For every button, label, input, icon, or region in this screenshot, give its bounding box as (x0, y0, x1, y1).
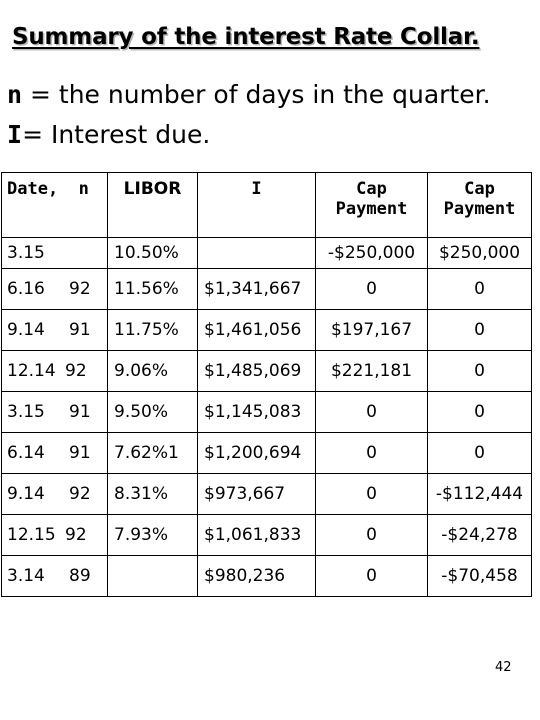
table-row (2, 392, 532, 433)
cell-interest: $1,061,833 (198, 515, 316, 556)
cell-date: 3.15 (7, 402, 45, 422)
cell-interest: $1,341,667 (198, 269, 316, 310)
cell-libor: 8.31% (108, 474, 198, 515)
cell-date-n (2, 515, 108, 556)
table-header-row (2, 173, 532, 238)
cell-date-n (2, 351, 108, 392)
cell-cap-payment-1: 0 (316, 556, 428, 597)
table-row (2, 515, 532, 556)
cell-cap-payment-1: $221,181 (316, 351, 428, 392)
header-cap-1-line2: Payment (335, 199, 408, 219)
header-cap-2-line1: Cap (464, 179, 495, 199)
cell-interest: $1,485,069 (198, 351, 316, 392)
page-number: 42 (495, 660, 512, 675)
cell-libor: 7.93% (108, 515, 198, 556)
cell-cap-payment-2: -$112,444 (428, 474, 532, 515)
cell-date: 12.14 (7, 361, 56, 381)
cell-date: 6.14 (7, 443, 45, 463)
cell-libor: 10.50% (108, 238, 198, 269)
cell-cap-payment-1: $197,167 (316, 310, 428, 351)
cell-date-n (2, 392, 108, 433)
header-cap-1-line1: Cap (356, 179, 387, 199)
cell-days: 92 (69, 484, 91, 504)
cell-cap-payment-1: 0 (316, 433, 428, 474)
cell-date: 6.16 (7, 279, 45, 299)
header-cap-payment-1 (316, 173, 428, 238)
table-row (2, 310, 532, 351)
cell-cap-payment-1: 0 (316, 515, 428, 556)
cell-date-n (2, 474, 108, 515)
cell-date: 9.14 (7, 320, 45, 340)
table-row (2, 556, 532, 597)
header-cap-payment-2 (428, 173, 532, 238)
header-interest: I (198, 173, 316, 238)
cell-interest: $1,200,694 (198, 433, 316, 474)
cell-interest (198, 238, 316, 269)
cell-date: 9.14 (7, 484, 45, 504)
n-symbol: n (7, 80, 23, 109)
cell-cap-payment-2: -$70,458 (428, 556, 532, 597)
cell-days: 92 (69, 279, 91, 299)
definition-i (7, 120, 210, 149)
cell-days: 92 (65, 361, 87, 381)
cell-days: 92 (65, 525, 87, 545)
table-row (2, 238, 532, 269)
cell-date-n (2, 556, 108, 597)
cell-cap-payment-1: -$250,000 (316, 238, 428, 269)
cell-libor: 9.50% (108, 392, 198, 433)
cell-cap-payment-1: 0 (316, 474, 428, 515)
cell-days: 91 (69, 443, 91, 463)
cell-days: 91 (69, 320, 91, 340)
cell-date-n (2, 433, 108, 474)
cell-cap-payment-2: 0 (428, 433, 532, 474)
table-row (2, 474, 532, 515)
cell-cap-payment-2: 0 (428, 310, 532, 351)
collar-summary-table (1, 172, 532, 597)
cell-date: 12.15 (7, 525, 56, 545)
table-row (2, 269, 532, 310)
table-row (2, 433, 532, 474)
n-definition-text: = the number of days in the quarter. (22, 80, 491, 109)
cell-interest: $973,667 (198, 474, 316, 515)
cell-interest: $980,236 (198, 556, 316, 597)
i-symbol: I (7, 120, 23, 149)
cell-libor: 9.06% (108, 351, 198, 392)
cell-cap-payment-2: 0 (428, 269, 532, 310)
cell-date-n (2, 310, 108, 351)
cell-cap-payment-2: $250,000 (428, 238, 532, 269)
cell-date: 3.15 (7, 243, 45, 263)
cell-interest: $1,461,056 (198, 310, 316, 351)
header-libor: LIBOR (108, 173, 198, 238)
cell-cap-payment-1: 0 (316, 392, 428, 433)
table-row (2, 351, 532, 392)
cell-days: 89 (69, 566, 91, 586)
cell-date-n (2, 238, 108, 269)
cell-libor: 11.75% (108, 310, 198, 351)
i-definition-text: = Interest due. (22, 120, 211, 149)
cell-date-n (2, 269, 108, 310)
cell-libor (108, 556, 198, 597)
cell-days: 91 (69, 402, 91, 422)
cell-libor: 11.56% (108, 269, 198, 310)
header-date-n: Date, n (2, 173, 108, 238)
cell-cap-payment-2: 0 (428, 392, 532, 433)
slide-title: Summary of the interest Rate Collar. (12, 24, 480, 50)
cell-libor: 7.62%1 (108, 433, 198, 474)
cell-cap-payment-2: 0 (428, 351, 532, 392)
cell-interest: $1,145,083 (198, 392, 316, 433)
cell-cap-payment-1: 0 (316, 269, 428, 310)
header-cap-2-line2: Payment (443, 199, 516, 219)
definition-n (7, 80, 491, 109)
cell-date: 3.14 (7, 566, 45, 586)
cell-cap-payment-2: -$24,278 (428, 515, 532, 556)
